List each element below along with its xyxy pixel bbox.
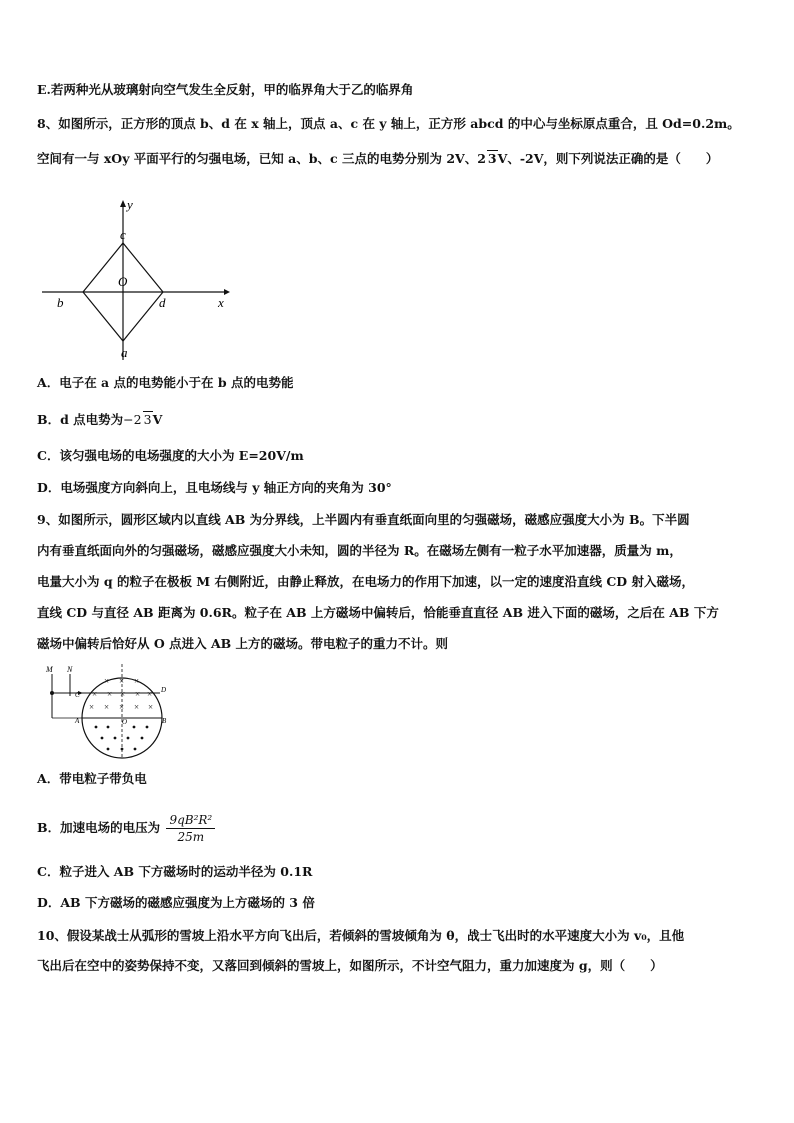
svg-text:×: ×	[135, 689, 141, 699]
svg-text:×: ×	[134, 702, 140, 712]
svg-text:×: ×	[92, 689, 98, 699]
q10-stem-line1: 10、假设某战士从弧形的雪坡上沿水平方向飞出后，若倾斜的雪坡倾角为 θ，战士飞出时的水平速度大小为 v₀，且他	[37, 928, 685, 943]
q8-option-b-value: −2	[123, 412, 142, 427]
q8-option-d: D．电场强度方向斜向上，且电场线与 y 轴正方向的夹角为 30°	[37, 480, 392, 495]
svg-text:×: ×	[120, 689, 126, 699]
q8-stem-line1: 8、如图所示，正方形的顶点 b、d 在 x 轴上，顶点 a、c 在 y 轴上，正方形 abcd 的中心与坐标原点重合，且 Od=0.2m。	[37, 116, 740, 131]
q9-fraction-denominator: 25m	[177, 830, 205, 844]
q8-option-a: A．电子在 a 点的电势能小于在 b 点的电势能	[37, 375, 294, 390]
q9-option-b	[37, 808, 215, 848]
q9-stem-line5: 磁场中偏转后恰好从 O 点进入 AB 上方的磁场。带电粒子的重力不计。则	[37, 636, 449, 651]
q8-option-c: C．该匀强电场的电场强度的大小为 E=20V/m	[37, 448, 304, 463]
svg-text:×: ×	[148, 702, 154, 712]
q9-stem-line4: 直线 CD 与直径 AB 距离为 0.6R。粒子在 AB 上方磁场中偏转后，恰能垂直直径 AB 进入下面的磁场，之后在 AB 下方	[37, 605, 719, 620]
fig9-label-n: N	[67, 665, 73, 674]
q8-option-b-prefix: B．d 点电势为	[37, 412, 124, 427]
svg-text:×: ×	[104, 676, 110, 686]
fig8-label-x: x	[218, 295, 224, 310]
svg-text:×: ×	[89, 702, 95, 712]
q9-stem-line2: 内有垂直纸面向外的匀强磁场，磁感应强度大小未知，圆的半径为 R。在磁场左侧有一粒子水平加速器，质量为 m，	[37, 543, 682, 558]
q8-option-b	[37, 411, 162, 428]
fig8-label-y: y	[127, 197, 133, 212]
q8-stem-part2: V、-2V，则下列说法正确的是（ ）	[497, 151, 719, 166]
q8-option-b-sqrt: 3	[143, 412, 152, 427]
fig9-label-d: D	[161, 686, 167, 694]
fig8-label-o: O	[118, 274, 128, 289]
svg-text:×: ×	[134, 676, 140, 686]
q8-option-b-unit: V	[152, 412, 163, 427]
q8-sqrt3: 3	[487, 151, 497, 166]
fig8-label-c: c	[120, 227, 126, 242]
fig8-label-d: d	[159, 295, 166, 310]
fig8-label-a: a	[121, 345, 128, 360]
q9-circle-figure	[42, 660, 177, 760]
svg-text:×: ×	[119, 676, 125, 686]
fig9-field-crosses	[89, 676, 153, 712]
svg-text:×: ×	[119, 702, 125, 712]
q9-stem-line3: 电量大小为 q 的粒子在极板 M 右侧附近，由静止释放，在电场力的作用下加速，以一定的速度沿直线 CD 射入磁场，	[37, 574, 694, 589]
fig9-label-m: M	[46, 665, 53, 674]
svg-text:×: ×	[104, 702, 110, 712]
q9-option-a: A．带电粒子带负电	[37, 771, 147, 786]
q8-square-figure	[38, 195, 238, 365]
svg-text:×: ×	[147, 689, 153, 699]
option-e-text: E.若两种光从玻璃射向空气发生全反射，甲的临界角大于乙的临界角	[37, 82, 414, 97]
fig9-field-dots	[95, 726, 149, 751]
svg-text:×: ×	[107, 689, 113, 699]
q10-stem-line2: 飞出后在空中的姿势保持不变，又落回到倾斜的雪坡上，如图所示，不计空气阻力，重力加速度为 g，则（ ）	[37, 958, 663, 973]
q8-stem-line2	[37, 150, 718, 167]
fig9-label-c: C	[75, 691, 80, 699]
q9-option-b-prefix: B．加速电场的电压为	[37, 820, 161, 835]
fig9-label-a: A	[75, 717, 80, 725]
q9-stem-line1: 9、如图所示，圆形区域内以直线 AB 为分界线，上半圆内有垂直纸面向里的匀强磁场，磁感应强度大小为 B。下半圆	[37, 512, 690, 527]
fig9-label-o: O	[122, 718, 128, 726]
q9-option-d: D．AB 下方磁场的磁感应强度为上方磁场的 3 倍	[37, 895, 315, 910]
q9-option-c: C．粒子进入 AB 下方磁场时的运动半径为 0.1R	[37, 864, 313, 879]
q8-stem-part1: 空间有一与 xOy 平面平行的匀强电场，已知 a、b、c 三点的电势分别为 2V、2	[37, 151, 486, 166]
fig9-label-b: B	[162, 717, 167, 725]
q9-fraction-numerator: 9qB²R²	[166, 812, 215, 829]
fig8-label-b: b	[57, 295, 64, 310]
q9-option-b-fraction	[166, 812, 215, 845]
